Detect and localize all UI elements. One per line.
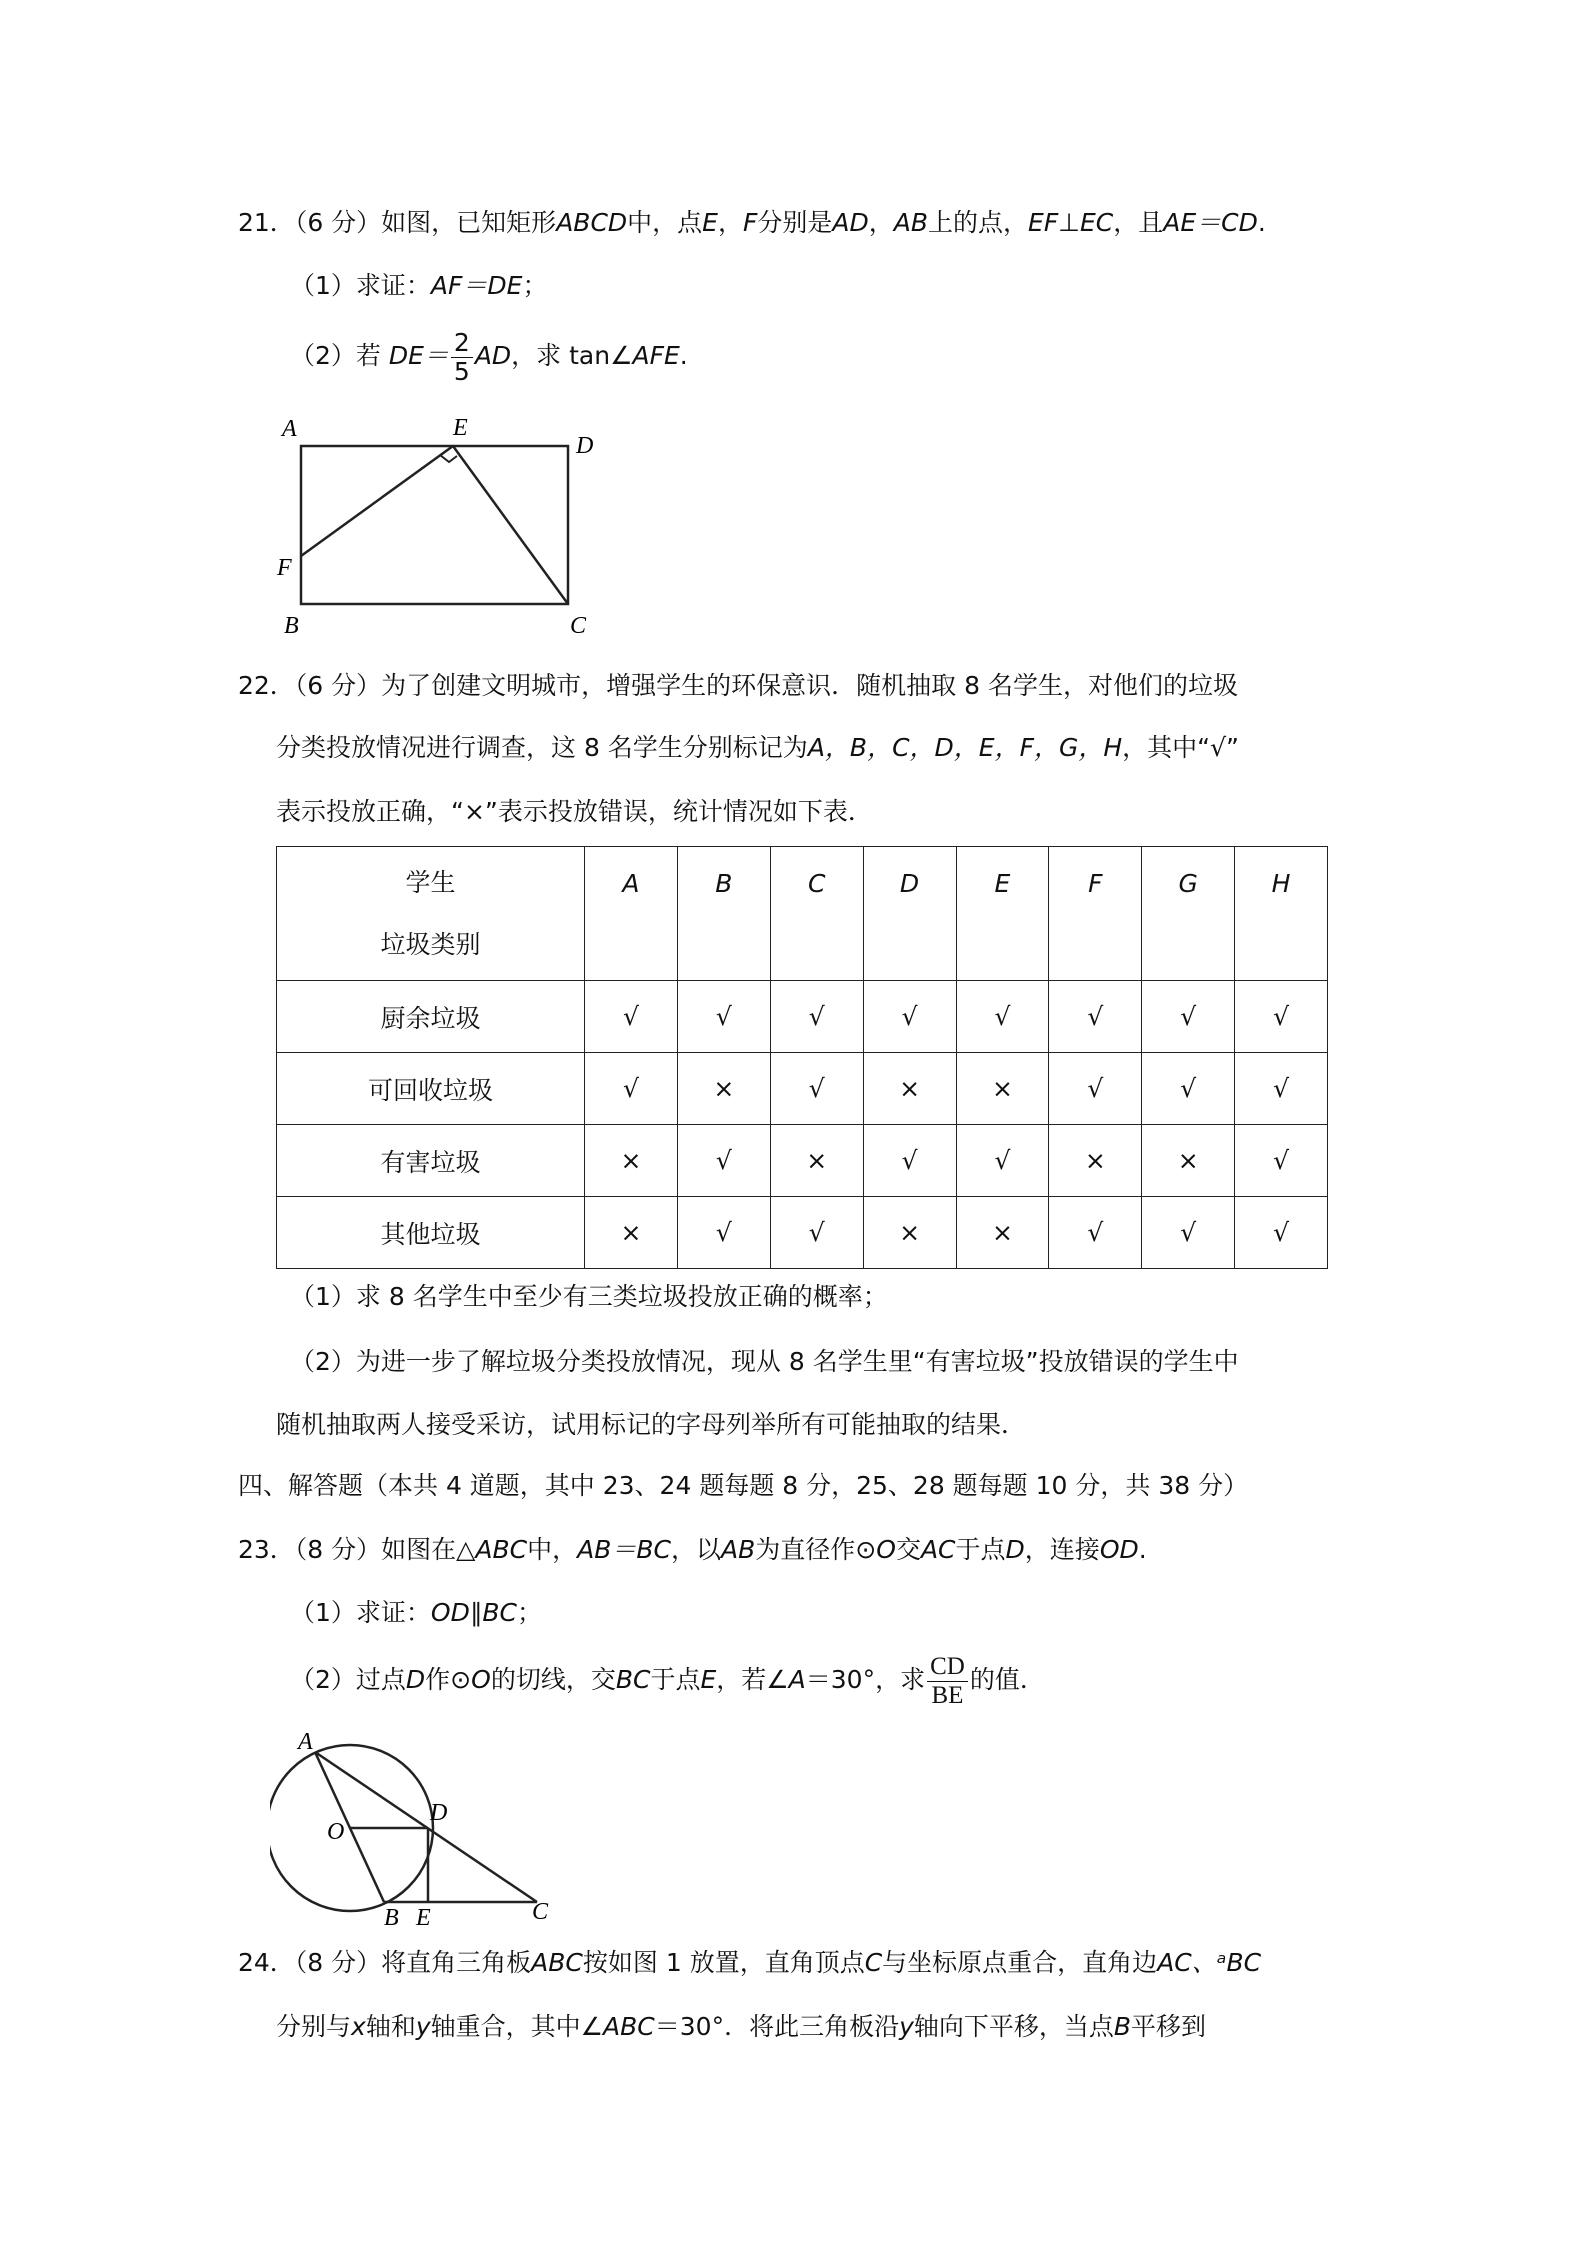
table-row xyxy=(277,1197,1328,1269)
table-cell: × xyxy=(585,1125,678,1197)
student-header: F xyxy=(1049,847,1142,981)
table-cell: √ xyxy=(1049,1053,1142,1125)
row-label: 可回收垃圾 xyxy=(277,1053,585,1125)
right-angle-mark xyxy=(440,455,457,462)
q23-stem: 23．（8 分）如图在△ABC中，AB＝BC，以AB为直径作⊙O交AC于点D，连接OD. xyxy=(238,1535,1147,1564)
table-cell: × xyxy=(956,1197,1049,1269)
label-O: O xyxy=(327,1819,345,1845)
label-A: A xyxy=(298,1729,313,1755)
student-header: B xyxy=(677,847,770,981)
table-cell: × xyxy=(770,1125,863,1197)
table-cell: √ xyxy=(585,1053,678,1125)
label-B: B xyxy=(284,613,299,639)
table-row xyxy=(277,1125,1328,1197)
label-F: F xyxy=(277,555,292,581)
table-cell: √ xyxy=(770,981,863,1053)
label-D: D xyxy=(576,433,594,459)
label-A: A xyxy=(282,416,297,442)
label-E: E xyxy=(416,1905,431,1930)
table-cell: √ xyxy=(1235,1125,1328,1197)
table-cell: √ xyxy=(770,1197,863,1269)
table-cell: √ xyxy=(956,981,1049,1053)
q22-part1: （1）求 8 名学生中至少有三类垃圾投放正确的概率； xyxy=(290,1282,888,1311)
table-cell: √ xyxy=(863,981,956,1053)
table-cell: √ xyxy=(956,1125,1049,1197)
table-row xyxy=(277,981,1328,1053)
segment-ec xyxy=(453,446,568,604)
table-cell: × xyxy=(1142,1125,1235,1197)
waste-sorting-table xyxy=(276,846,1328,1269)
table-cell: √ xyxy=(677,981,770,1053)
table-cell: × xyxy=(863,1053,956,1125)
fraction-cd-over-be: $\frac{CD}{BE}$ xyxy=(927,1653,968,1710)
q21-stem: 21．（6 分）如图，已知矩形ABCD中，点E，F分别是AD，AB上的点，EF⊥EC，且AE＝CD. xyxy=(238,208,1266,237)
table-cell: × xyxy=(677,1053,770,1125)
table-cell: √ xyxy=(677,1125,770,1197)
table-cell: √ xyxy=(1142,1053,1235,1125)
student-header: D xyxy=(863,847,956,981)
row-label: 其他垃圾 xyxy=(277,1197,585,1269)
q22-line2: 分类投放情况进行调查，这 8 名学生分别标记为A，B，C，D，E，F，G，H，其中“√” xyxy=(276,733,1239,762)
table-row xyxy=(277,1053,1328,1125)
label-D: D xyxy=(430,1800,448,1826)
q23-part1: （1）求证：OD∥BC； xyxy=(290,1598,542,1627)
q24-line1: 24．（8 分）将直角三角板ABC按如图 1 放置，直角顶点C与坐标原点重合，直角边AC、ᵃBC xyxy=(238,1948,1262,1977)
row-label: 厨余垃圾 xyxy=(277,981,585,1053)
label-E: E xyxy=(453,415,468,441)
table-cell: √ xyxy=(1235,981,1328,1053)
section-4-heading: 四、解答题（本共 4 道题，其中 23、24 题每题 8 分，25、28 题每题 10 分，共 38 分） xyxy=(238,1471,1249,1500)
table-cell: √ xyxy=(1142,1197,1235,1269)
q21-part1: （1）求证：AF＝DE； xyxy=(290,271,548,300)
label-B: B xyxy=(384,1905,399,1930)
q21-part2: （2）若 DE＝ $\frac{2}{5}$ AD，求 tan∠AFE. xyxy=(290,327,688,386)
q22-part2-line2: 随机抽取两人接受采访，试用标记的字母列举所有可能抽取的结果． xyxy=(276,1410,1027,1439)
table-cell: × xyxy=(956,1053,1049,1125)
table-cell: × xyxy=(863,1197,956,1269)
q22-line1: 22．（6 分）为了创建文明城市，增强学生的环保意识．随机抽取 8 名学生，对他们的垃圾 xyxy=(238,671,1238,700)
table-corner-cell: 学生 垃圾类别 xyxy=(277,847,585,981)
table-cell: √ xyxy=(1142,981,1235,1053)
q23-part2: （2）过点D作⊙O的切线，交BC于点E，若∠A＝30°，求 $\frac{CD}{BE}$ 的值． xyxy=(290,1652,1045,1709)
table-cell: √ xyxy=(863,1125,956,1197)
table-cell: × xyxy=(1049,1125,1142,1197)
student-header: A xyxy=(585,847,678,981)
row-label: 有害垃圾 xyxy=(277,1125,585,1197)
student-header: G xyxy=(1142,847,1235,981)
rectangle-abcd xyxy=(301,446,568,604)
segment-ef xyxy=(301,446,453,556)
student-header: C xyxy=(770,847,863,981)
q21-rectangle-figure xyxy=(270,410,610,650)
q24-line2: 分别与x轴和y轴重合，其中∠ABC＝30°．将此三角板沿y轴向下平移，当点B平移到 xyxy=(276,2012,1207,2041)
table-cell: √ xyxy=(770,1053,863,1125)
table-cell: √ xyxy=(585,981,678,1053)
table-header-row xyxy=(277,847,1328,981)
table-cell: √ xyxy=(1049,981,1142,1053)
table-cell: √ xyxy=(1049,1197,1142,1269)
q22-line3: 表示投放正确，“×”表示投放错误，统计情况如下表． xyxy=(276,797,873,826)
table-cell: × xyxy=(585,1197,678,1269)
table-cell: √ xyxy=(1235,1197,1328,1269)
label-C: C xyxy=(532,1899,549,1925)
q22-part2-line1: （2）为进一步了解垃圾分类投放情况，现从 8 名学生里“有害垃圾”投放错误的学生中 xyxy=(290,1347,1239,1376)
fraction-two-fifths: $\frac{2}{5}$ xyxy=(451,329,473,386)
table-cell: √ xyxy=(677,1197,770,1269)
q23-circle-figure xyxy=(270,1725,570,1930)
label-C: C xyxy=(570,613,587,639)
student-header: H xyxy=(1235,847,1328,981)
table-cell: √ xyxy=(1235,1053,1328,1125)
student-header: E xyxy=(956,847,1049,981)
